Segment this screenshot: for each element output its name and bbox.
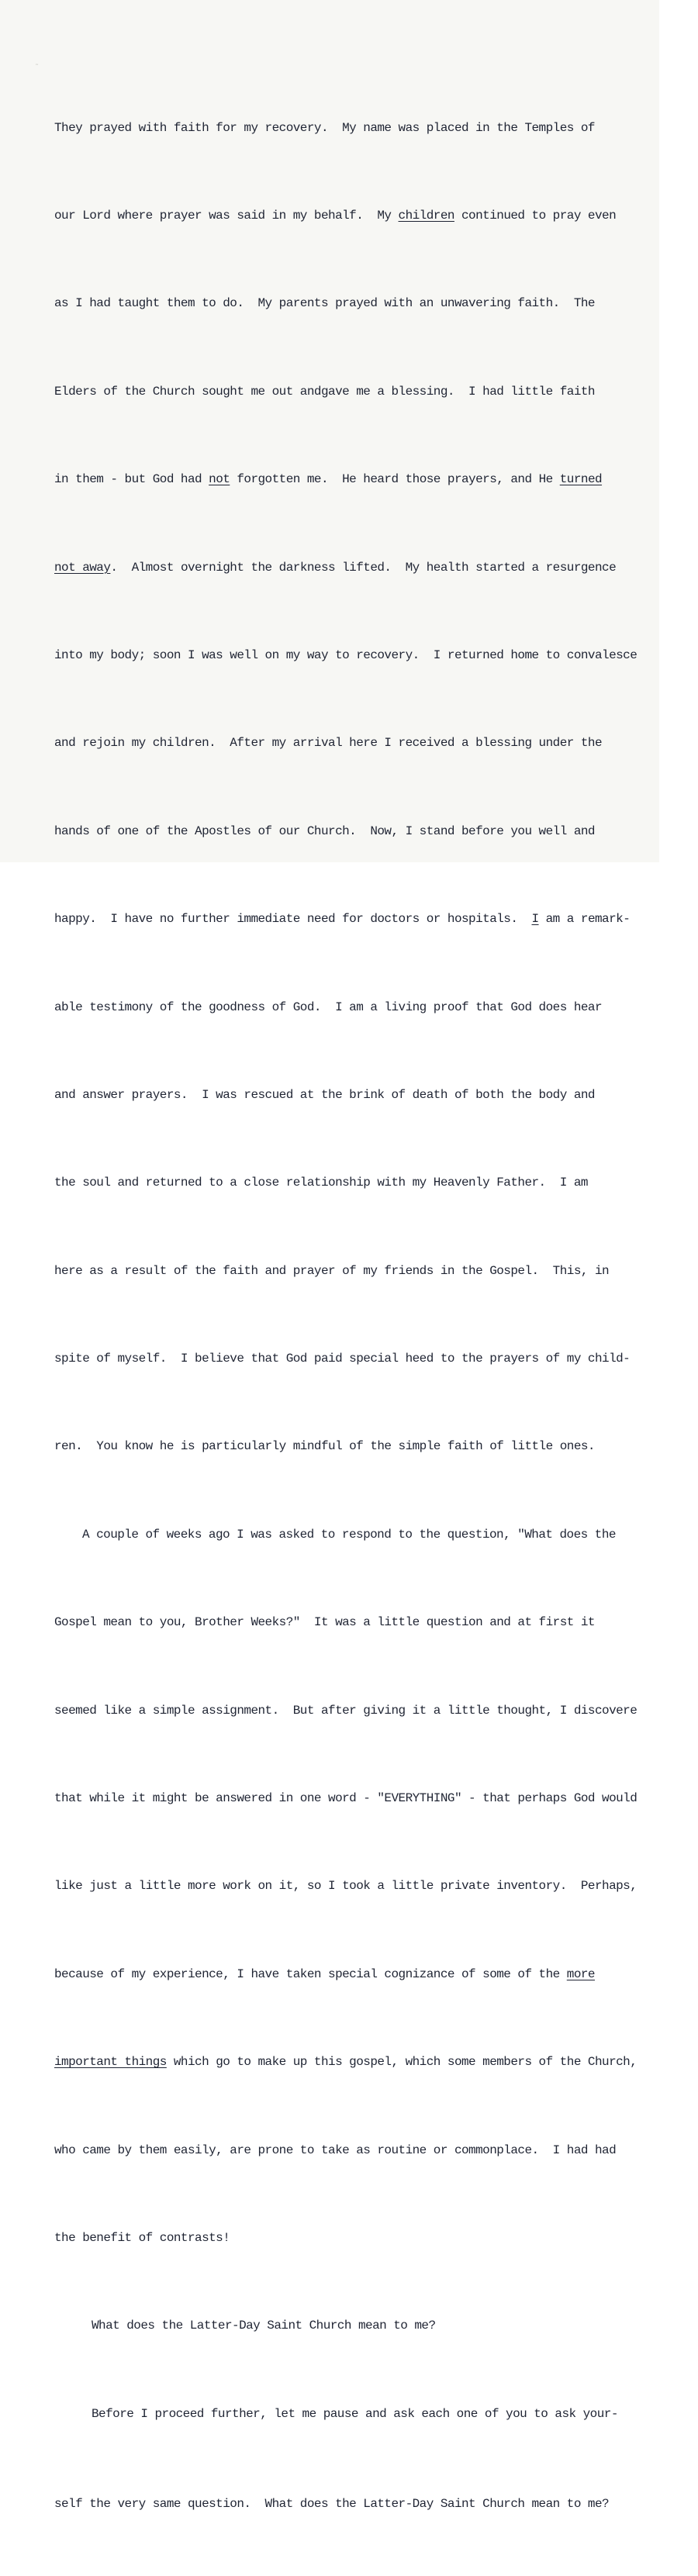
text-line: who came by them easily, are prone to take as routine or commonplace. I had had <box>54 2143 617 2157</box>
text-line: because of my experience, I have taken special cognizance of some of the more <box>54 1967 595 1981</box>
text-line: ren. You know he is particularly mindful of the simple faith of little ones. <box>54 1439 595 1454</box>
underlined-word: I <box>531 912 539 927</box>
text-line: A couple of weeks ago I was asked to respond to the question, "What does the <box>82 1527 616 1542</box>
text-line: Gospel mean to you, Brother Weeks?" It was a little question and at first it <box>54 1615 595 1630</box>
margin-tick-mark: ˜ <box>35 64 39 72</box>
text-line: our Lord where prayer was said in my behalf. My children continued to pray even <box>54 208 617 223</box>
underlined-word: turned <box>559 472 603 487</box>
text-line: and answer prayers. I was rescued at the brink of death of both the body and <box>54 1087 595 1102</box>
text-line: able testimony of the goodness of God. I am a living proof that God does hear <box>54 1000 603 1014</box>
underlined-word: children <box>398 208 454 223</box>
text-line: spite of myself. I believe that God paid special heed to the prayers of my child- <box>54 1352 631 1366</box>
text-line: like just a little more work on it, so I took a little private inventory. Perhaps, <box>54 1879 638 1894</box>
text-line: They prayed with faith for my recovery. My name was placed in the Temples of <box>54 120 595 135</box>
text-line: in them - but God had not forgotten me. He heard those prayers, and He turned <box>54 472 603 487</box>
text-line: not away. Almost overnight the darkness lifted. My health started a resurgence <box>54 560 617 575</box>
text-line: happy. I have no further immediate need for doctors or hospitals. I am a remark- <box>54 912 631 927</box>
underlined-phrase: important things <box>54 2055 167 2070</box>
text-line: the benefit of contrasts! <box>54 2230 230 2245</box>
underlined-word: not <box>209 472 230 487</box>
text-line: seemed like a simple assignment. But after giving it a little thought, I discovere <box>54 1703 638 1718</box>
text-line: here as a result of the faith and prayer of my friends in the Gospel. This, in <box>54 1263 610 1278</box>
text-line: important things which go to make up this gospel, which some members of the Church, <box>54 2055 638 2070</box>
text-line: into my body; soon I was well on my way to recovery. I returned home to convalesce <box>54 647 638 662</box>
underlined-phrase: not away <box>54 560 111 575</box>
text-line: What does the Latter-Day Saint Church mean to me? <box>92 2319 436 2333</box>
underlined-word: more <box>566 1967 595 1981</box>
text-line: hands of one of the Apostles of our Church. Now, I stand before you well and <box>54 824 595 838</box>
text-line: Before I proceed further, let me pause and ask each one of you to ask your- <box>92 2406 618 2421</box>
typed-text-body <box>54 55 667 2576</box>
text-line: that while it might be answered in one word - "EVERYTHING" - that perhaps God would <box>54 1791 638 1806</box>
text-line-clipped: self the very same question. What does the Latter-Day Saint Church mean to me? <box>54 2497 610 2512</box>
text-line: and rejoin my children. After my arrival here I received a blessing under the <box>54 736 603 751</box>
text-line: Elders of the Church sought me out andgave me a blessing. I had little faith <box>54 384 595 399</box>
text-line: as I had taught them to do. My parents prayed with an unwavering faith. The <box>54 296 595 311</box>
text-line: the soul and returned to a close relationship with my Heavenly Father. I am <box>54 1176 588 1190</box>
